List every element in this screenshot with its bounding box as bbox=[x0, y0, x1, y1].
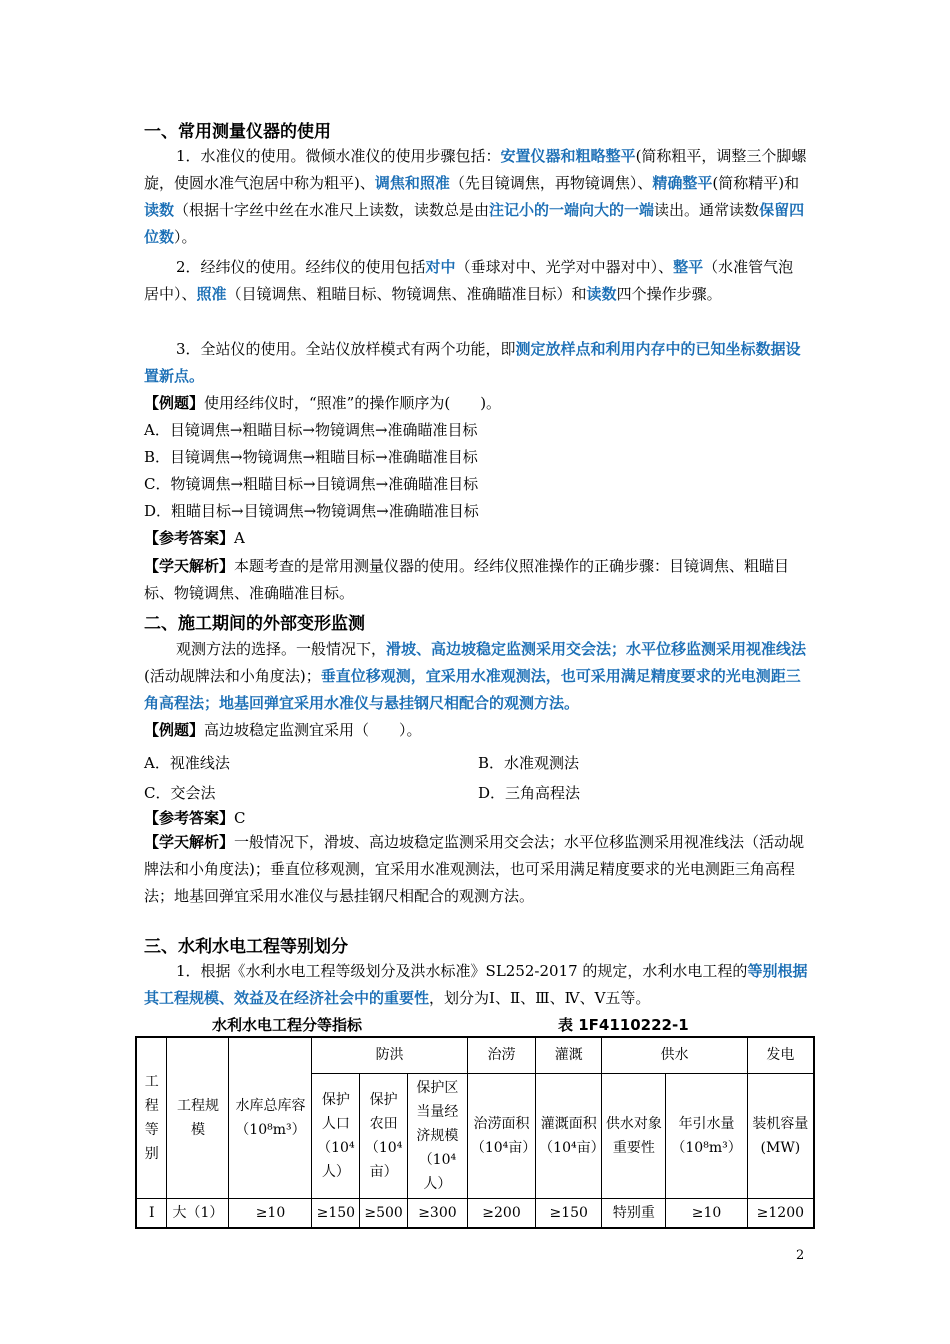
option-d: D．三角高程法 bbox=[478, 784, 581, 802]
highlight: 照准 bbox=[196, 285, 227, 303]
tag: 【例题】 bbox=[144, 721, 205, 739]
cell: ≥10 bbox=[666, 1198, 747, 1228]
group-drainage: 治涝 bbox=[467, 1037, 535, 1073]
text: （水准管气泡居中）、 bbox=[144, 258, 794, 303]
header-economy: 保护区当量经济规模（10⁴人） bbox=[407, 1073, 467, 1198]
cell: ≥1200 bbox=[747, 1198, 814, 1228]
text: 1．根据《水利水电工程等级划分及洪水标准》SL252-2017 的规定，水利水电工程的 bbox=[176, 962, 748, 980]
section-title-2: 二、施工期间的外部变形监测 bbox=[144, 614, 365, 634]
text: （目镜调焦、粗瞄目标、物镜调焦、准确瞄准目标）和 bbox=[226, 285, 587, 303]
cell: ≥10 bbox=[229, 1198, 312, 1228]
highlight: 测定放样点和利用内存中的已知坐标数据设置新点。 bbox=[144, 340, 801, 385]
cell: Ⅰ bbox=[136, 1198, 167, 1228]
cell: ≥150 bbox=[536, 1198, 602, 1228]
cell: ≥150 bbox=[312, 1198, 360, 1228]
tag: 【学天解析】 bbox=[144, 557, 235, 575]
header-power-capacity: 装机容量(MW) bbox=[747, 1073, 814, 1198]
header-drainage-area: 治涝面积（10⁴亩） bbox=[467, 1073, 535, 1198]
highlight: 安置仪器和粗略整平 bbox=[500, 147, 636, 165]
analysis-2 bbox=[144, 829, 812, 910]
header-supply-object: 供水对象重要性 bbox=[602, 1073, 666, 1198]
tag: 【例题】 bbox=[144, 394, 205, 412]
analysis-1 bbox=[144, 553, 812, 607]
example-question-2 bbox=[144, 719, 422, 740]
header-farmland: 保护农田（10⁴亩） bbox=[360, 1073, 408, 1198]
text: 一般情况下，滑坡、高边坡稳定监测采用交会法；水平位移监测采用视准线法（活动觇牌法和小角度法)；垂直位移观测，宜采用水准观测法，也可采用满足精度要求的光电测距三角高程法；地基回弹宜采用水准仪与悬挂钢尺相配合的观测方法。 bbox=[144, 833, 805, 905]
highlight: 整平 bbox=[673, 258, 704, 276]
cell: 大（1） bbox=[167, 1198, 229, 1228]
highlight: 滑坡、高边坡稳定监测采用交会法；水平位移监测采用视准线法 bbox=[386, 640, 807, 658]
highlight: 读数 bbox=[144, 201, 175, 219]
text: 3．全站仪的使用。全站仪放样模式有两个功能，即 bbox=[176, 340, 516, 358]
highlight: 垂直位移观测，宜采用水准观测法，也可采用满足精度要求的光电测距三角高程法；地基回弹宜采用水准仪与悬挂钢尺相配合的观测方法。 bbox=[144, 667, 801, 712]
text: 四个操作步骤。 bbox=[616, 285, 722, 303]
option-a: A．视准线法 bbox=[144, 754, 230, 772]
highlight: 等别根据其工程规模、效益及在经济社会中的重要性 bbox=[144, 962, 808, 1007]
option-a: A．目镜调焦→粗瞄目标→物镜调焦→准确瞄准目标 bbox=[144, 421, 478, 439]
table-caption: 水利水电工程分等指标 bbox=[212, 1016, 363, 1034]
header-storage: 水库总库容（10⁸m³） bbox=[229, 1037, 312, 1198]
text: （根据十字丝中丝在水准尺上读数，读数总是由 bbox=[174, 201, 490, 219]
text: 本题考查的是常用测量仪器的使用。经纬仪照准操作的正确步骤：目镜调焦、粗瞄目标、物镜调焦、准确瞄准目标。 bbox=[144, 557, 790, 602]
paragraph-theodolite bbox=[144, 254, 808, 308]
grade-table bbox=[135, 1036, 815, 1229]
header-scale: 工程规模 bbox=[167, 1037, 229, 1198]
highlight: 精确整平 bbox=[652, 174, 713, 192]
group-supply: 供水 bbox=[602, 1037, 747, 1073]
group-power: 发电 bbox=[747, 1037, 814, 1073]
text: (活动觇牌法和小角度法)； bbox=[144, 667, 321, 685]
text: 2．经纬仪的使用。经纬仪的使用包括 bbox=[176, 258, 426, 276]
table-number: 表 1F4110222-1 bbox=[558, 1016, 689, 1034]
header-supply-volume: 年引水量（10⁸m³） bbox=[666, 1073, 747, 1198]
table-row bbox=[136, 1198, 814, 1228]
text: 使用经纬仪时，“照准”的操作顺序为( )。 bbox=[204, 394, 502, 412]
paragraph-total-station bbox=[144, 336, 808, 390]
text: ，划分为Ⅰ、Ⅱ、Ⅲ、Ⅳ、Ⅴ五等。 bbox=[429, 989, 651, 1007]
cell: ≥500 bbox=[360, 1198, 408, 1228]
section-title-3: 三、水利水电工程等别划分 bbox=[144, 937, 348, 957]
paragraph-monitoring bbox=[144, 636, 812, 717]
cell: ≥300 bbox=[407, 1198, 467, 1228]
section-title-1: 一、常用测量仪器的使用 bbox=[144, 122, 331, 142]
text: A bbox=[234, 529, 245, 547]
tag: 【学天解析】 bbox=[144, 833, 235, 851]
text: 读出。通常读数 bbox=[654, 201, 760, 219]
group-irrigation: 灌溉 bbox=[536, 1037, 602, 1073]
option-b: B．目镜调焦→物镜调焦→粗瞄目标→准确瞄准目标 bbox=[144, 448, 478, 466]
text: 1．水准仪的使用。微倾水准仪的使用步骤包括： bbox=[176, 147, 501, 165]
cell: ≥200 bbox=[467, 1198, 535, 1228]
header-grade: 工程等别 bbox=[136, 1037, 167, 1198]
text: 观测方法的选择。一般情况下， bbox=[176, 640, 387, 658]
paragraph-grade bbox=[144, 958, 812, 1012]
answer-2 bbox=[144, 807, 246, 828]
paragraph-level-instrument bbox=[144, 143, 808, 251]
page-number: 2 bbox=[796, 1248, 805, 1263]
answer-1 bbox=[144, 527, 245, 548]
highlight: 对中 bbox=[425, 258, 456, 276]
group-flood: 防洪 bbox=[312, 1037, 467, 1073]
header-population: 保护人口（10⁴人） bbox=[312, 1073, 360, 1198]
text: C bbox=[234, 809, 246, 827]
cell: 特别重 bbox=[602, 1198, 666, 1228]
tag: 【参考答案】 bbox=[144, 529, 235, 547]
option-b: B．水准观测法 bbox=[478, 754, 580, 772]
highlight: 注记小的一端向大的一端 bbox=[489, 201, 655, 219]
example-question-1 bbox=[144, 392, 501, 413]
text: （先目镜调焦，再物镜调焦）、 bbox=[449, 174, 653, 192]
highlight: 读数 bbox=[586, 285, 617, 303]
text: ）。 bbox=[174, 228, 197, 246]
highlight: 保留四位数 bbox=[144, 201, 805, 246]
text: (简称精平)和 bbox=[712, 174, 800, 192]
text: （垂球对中、光学对中器对中）、 bbox=[455, 258, 674, 276]
option-d: D．粗瞄目标→目镜调焦→物镜调焦→准确瞄准目标 bbox=[144, 502, 479, 520]
text: (简称粗平，调整三个脚螺旋，使圆水准气泡居中称为粗平)、 bbox=[144, 147, 807, 192]
option-c: C．物镜调焦→粗瞄目标→目镜调焦→准确瞄准目标 bbox=[144, 475, 479, 493]
header-irrigation-area: 灌溉面积（10⁴亩） bbox=[536, 1073, 602, 1198]
tag: 【参考答案】 bbox=[144, 809, 235, 827]
highlight: 调焦和照准 bbox=[374, 174, 450, 192]
text: 高边坡稳定监测宜采用（ ）。 bbox=[204, 721, 422, 739]
option-c: C．交会法 bbox=[144, 784, 216, 802]
